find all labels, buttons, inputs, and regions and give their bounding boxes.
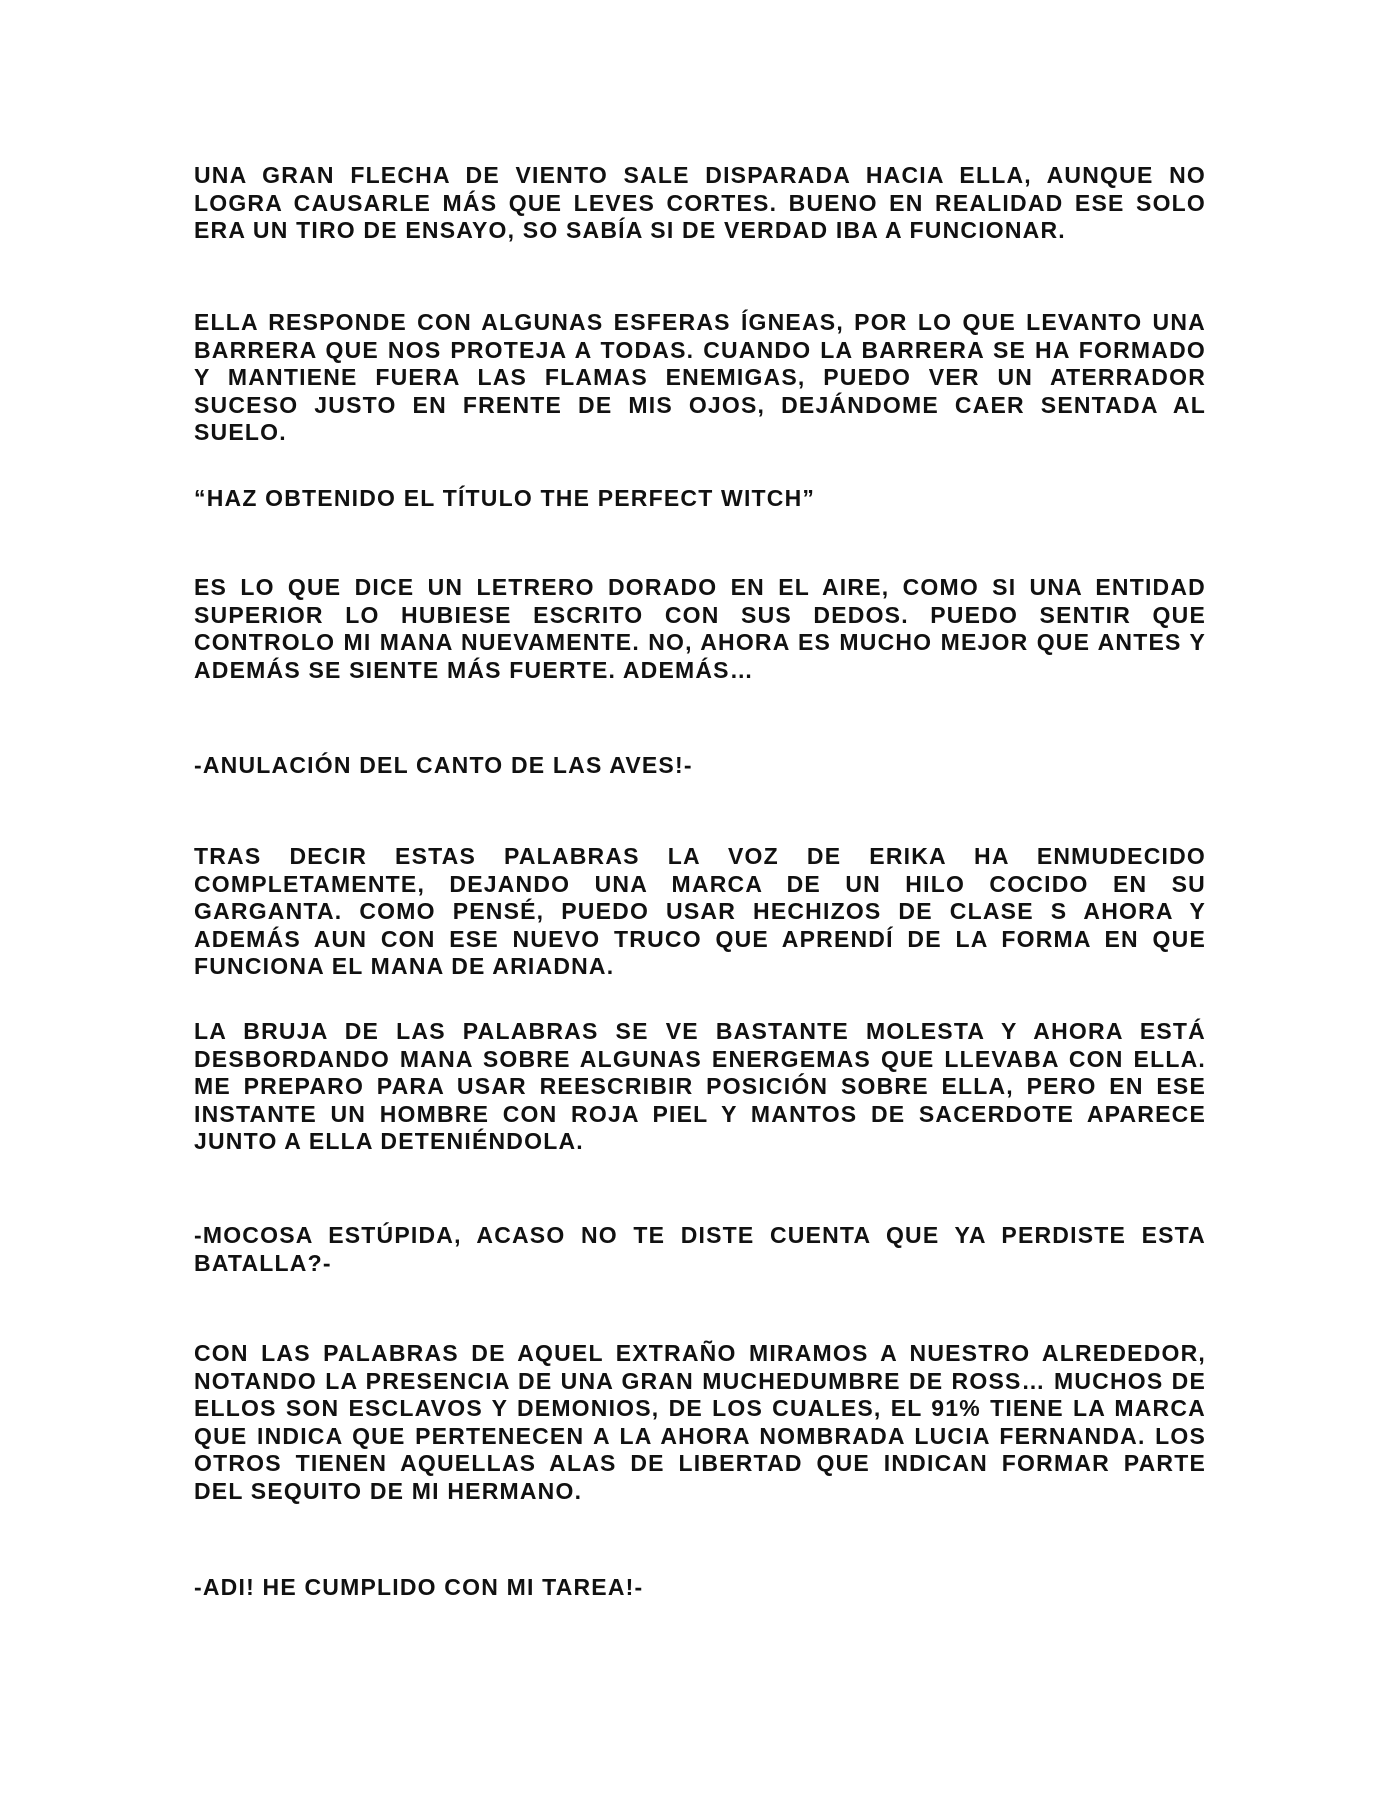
paragraph-7: LA BRUJA DE LAS PALABRAS SE VE BASTANTE MOLESTA Y AHORA ESTÁ DESBORDANDO MANA SOBRE ALGUNAS ENERGEMAS QUE LLEVABA CON ELLA. ME PREPARO PARA USAR REESCRIBIR POSICIÓN SOBRE ELLA, PERO EN ESE INSTANTE UN HOMBRE CON ROJA PIEL Y MANTOS DE SACERDOTE APARECE JUNTO A ELLA DETENIÉNDOLA. [194,1018,1206,1154]
paragraph-10: -ADI! HE CUMPLIDO CON MI TAREA!- [194,1574,644,1600]
paragraph-8: -MOCOSA ESTÚPIDA, ACASO NO TE DISTE CUENTA QUE YA PERDISTE ESTA BATALLA?- [194,1222,1206,1276]
paragraph-9: CON LAS PALABRAS DE AQUEL EXTRAÑO MIRAMOS A NUESTRO ALREDEDOR, NOTANDO LA PRESENCIA DE UNA GRAN MUCHEDUMBRE DE ROSS… MUCHOS DE ELLOS SON ESCLAVOS Y DEMONIOS, DE LOS CUALES, EL 91% TIENE LA MARCA QUE INDICA QUE PERTENECEN A LA AHORA NOMBRADA LUCIA FERNANDA. LOS OTROS TIENEN AQUELLAS ALAS DE LIBERTAD QUE INDICAN FORMAR PARTE DEL SEQUITO DE MI HERMANO. [194,1340,1206,1504]
paragraph-3: “HAZ OBTENIDO EL TÍTULO THE PERFECT WITCH” [194,485,816,511]
paragraph-4: ES LO QUE DICE UN LETRERO DORADO EN EL AIRE, COMO SI UNA ENTIDAD SUPERIOR LO HUBIESE ESCRITO CON SUS DEDOS. PUEDO SENTIR QUE CONTROLO MI MANA NUEVAMENTE. NO, AHORA ES MUCHO MEJOR QUE ANTES Y ADEMÁS SE SIENTE MÁS FUERTE. ADEMÁS… [194,574,1206,683]
paragraph-1: UNA GRAN FLECHA DE VIENTO SALE DISPARADA HACIA ELLA, AUNQUE NO LOGRA CAUSARLE MÁS QUE LEVES CORTES. BUENO EN REALIDAD ESE SOLO ERA UN TIRO DE ENSAYO, SO SABÍA SI DE VERDAD IBA A FUNCIONAR. [194,162,1206,243]
paragraph-2: ELLA RESPONDE CON ALGUNAS ESFERAS ÍGNEAS, POR LO QUE LEVANTO UNA BARRERA QUE NOS PROTEJA A TODAS. CUANDO LA BARRERA SE HA FORMADO Y MANTIENE FUERA LAS FLAMAS ENEMIGAS, PUEDO VER UN ATERRADOR SUCESO JUSTO EN FRENTE DE MIS OJOS, DEJÁNDOME CAER SENTADA AL SUELO. [194,309,1206,445]
paragraph-5: -ANULACIÓN DEL CANTO DE LAS AVES!- [194,752,693,778]
paragraph-6: TRAS DECIR ESTAS PALABRAS LA VOZ DE ERIKA HA ENMUDECIDO COMPLETAMENTE, DEJANDO UNA MARCA DE UN HILO COCIDO EN SU GARGANTA. COMO PENSÉ, PUEDO USAR HECHIZOS DE CLASE S AHORA Y ADEMÁS AUN CON ESE NUEVO TRUCO QUE APRENDÍ DE LA FORMA EN QUE FUNCIONA EL MANA DE ARIADNA. [194,843,1206,979]
